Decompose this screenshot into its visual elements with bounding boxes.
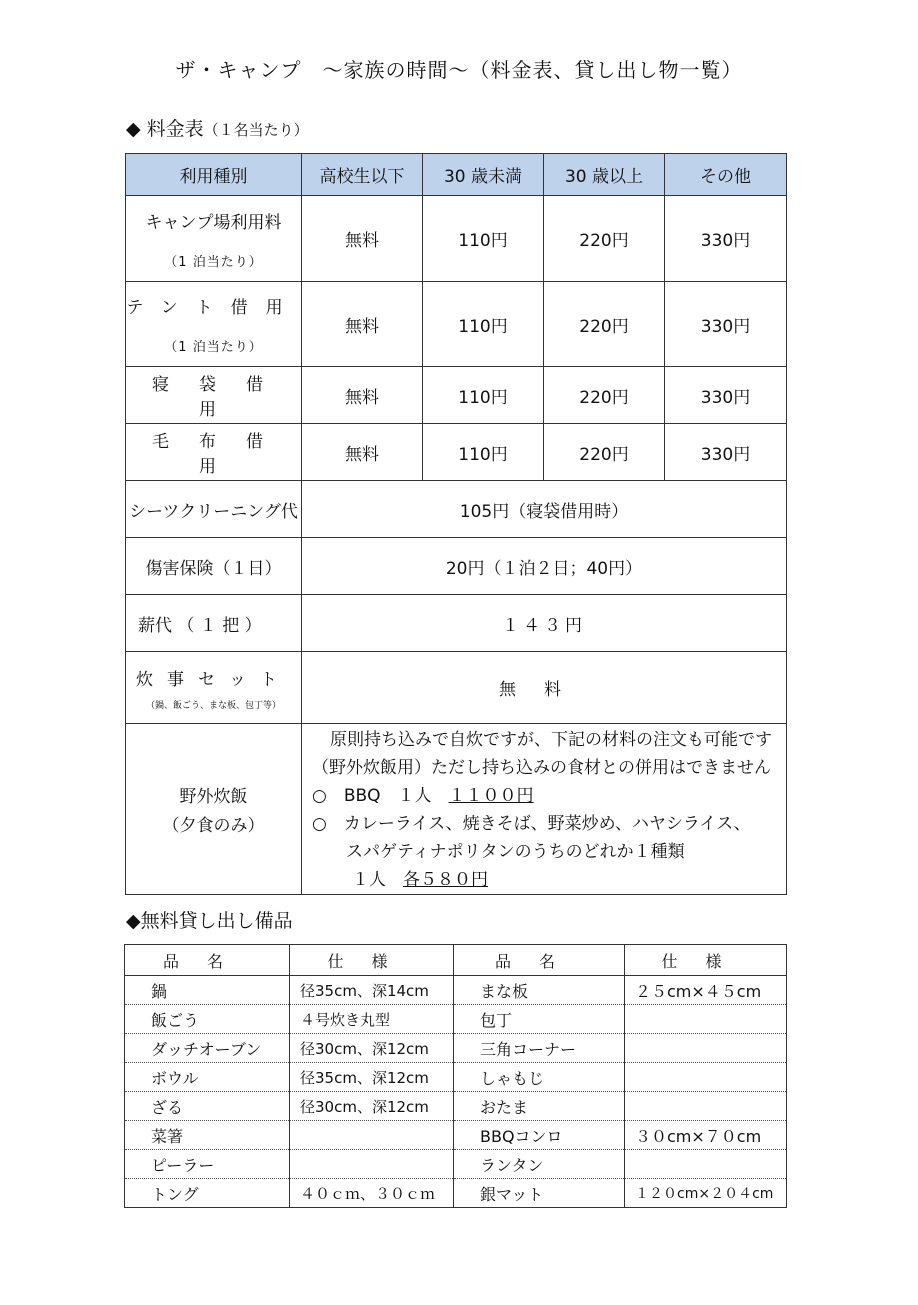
item-name: ランタン [454, 1150, 625, 1179]
fee-cell: 330円 [665, 282, 787, 367]
col-header-highschool: 高校生以下 [302, 154, 423, 196]
row-label-sheet-cleaning: シーツクリーニング代 [126, 481, 302, 538]
item-spec [625, 1034, 787, 1063]
row-label-cooking-set [126, 652, 302, 724]
item-name: 鍋 [125, 976, 290, 1005]
item-spec: ３０cm×７０cm [625, 1121, 787, 1150]
item-name: ピーラー [125, 1150, 290, 1179]
row-label-outdoor-meal [126, 724, 302, 895]
meal-line-5: スパゲティナポリタンのうちのどれか１種類 [346, 842, 685, 862]
fee-cell: 220円 [544, 196, 665, 282]
equipment-section-heading: ◆無料貸し出し備品 [126, 910, 293, 932]
row-label-outdoor-meal-sub: （夕食のみ） [162, 816, 265, 836]
fee-cell: 220円 [544, 424, 665, 481]
fee-row-firewood [126, 595, 787, 652]
item-spec: 径30cm、深12cm [290, 1092, 454, 1121]
item-name: 飯ごう [125, 1005, 290, 1034]
col-header-spec: 仕様 [290, 945, 454, 976]
item-name: ボウル [125, 1063, 290, 1092]
fee-heading-text: ◆ 料金表 [126, 118, 204, 140]
firewood-value: １４３円 [302, 595, 787, 652]
col-header-type: 利用種別 [126, 154, 302, 196]
table-row [125, 976, 787, 1005]
cooking-set-value: 無料 [302, 652, 787, 724]
meal-set-label: １人 [352, 870, 403, 890]
meal-bbq-price: １１００円 [448, 786, 534, 806]
fee-cell: 無料 [302, 367, 423, 424]
col-header-spec-2: 仕様 [625, 945, 787, 976]
item-spec: ４０ｃｍ、３０ｃｍ [290, 1179, 454, 1208]
table-row [125, 1034, 787, 1063]
fee-row-outdoor-meal [126, 724, 787, 895]
fee-table [125, 153, 787, 895]
item-spec: 径30cm、深12cm [290, 1034, 454, 1063]
col-header-under30: 30 歳未満 [423, 154, 544, 196]
fee-row-blanket [126, 424, 787, 481]
fee-cell: 330円 [665, 367, 787, 424]
item-name: おたま [454, 1092, 625, 1121]
meal-line-4: ○ カレーライス、焼きそば、野菜炒め、ハヤシライス、 [312, 814, 751, 834]
item-spec: ４号炊き丸型 [290, 1005, 454, 1034]
col-header-item-name: 品名 [125, 945, 290, 976]
fee-row-sleeping-bag [126, 367, 787, 424]
fee-cell: 無料 [302, 282, 423, 367]
insurance-value: 20円（１泊２日；40円） [302, 538, 787, 595]
meal-bbq-label: ○ BBQ １人 [312, 786, 449, 806]
table-row [125, 1092, 787, 1121]
fee-row-tent [126, 282, 787, 367]
fee-cell: 220円 [544, 367, 665, 424]
fee-cell: 330円 [665, 424, 787, 481]
fee-row-cooking-set [126, 652, 787, 724]
item-name: まな板 [454, 976, 625, 1005]
item-name: トング [125, 1179, 290, 1208]
fee-cell: 110円 [423, 367, 544, 424]
fee-cell: 無料 [302, 424, 423, 481]
col-header-item-name-2: 品名 [454, 945, 625, 976]
item-name: 包丁 [454, 1005, 625, 1034]
fee-cell: 220円 [544, 282, 665, 367]
row-label-campsite [126, 196, 302, 282]
row-label-tent [126, 282, 302, 367]
item-spec: １２０cm×２０４cm [625, 1179, 787, 1208]
item-name: 三角コーナー [454, 1034, 625, 1063]
item-spec: 径35cm、深12cm [290, 1063, 454, 1092]
item-spec [290, 1121, 454, 1150]
equipment-table [124, 944, 787, 1208]
item-spec: 径35cm、深14cm [290, 976, 454, 1005]
row-label-cooking-set-main: 炊事セット [136, 669, 291, 690]
fee-cell: 110円 [423, 196, 544, 282]
fee-cell: 330円 [665, 196, 787, 282]
item-spec [625, 1063, 787, 1092]
meal-line-3 [312, 782, 780, 810]
item-spec [290, 1150, 454, 1179]
meal-set-price: 各５８０円 [403, 870, 488, 890]
table-row [125, 1005, 787, 1034]
fee-cell: 110円 [423, 282, 544, 367]
row-label-campsite-sub: （1 泊当たり） [164, 254, 263, 270]
row-label-blanket: 毛布借用 [126, 424, 302, 481]
item-name: 銀マット [454, 1179, 625, 1208]
meal-line-1: 原則持ち込みで自炊ですが、下記の材料の注文も可能です [330, 730, 772, 750]
item-name: 菜箸 [125, 1121, 290, 1150]
meal-line-2: （野外炊飯用）ただし持ち込みの食材との併用はできません [312, 758, 771, 778]
sheet-cleaning-value: 105円（寝袋借用時） [302, 481, 787, 538]
item-spec [625, 1150, 787, 1179]
fee-heading-sub: （１名当たり） [203, 121, 309, 139]
table-row [125, 1179, 787, 1208]
row-label-insurance: 傷害保険（１日） [126, 538, 302, 595]
row-label-tent-main: テント借用 [126, 298, 301, 318]
table-row [125, 1063, 787, 1092]
fee-row-insurance [126, 538, 787, 595]
col-header-over30: 30 歳以上 [544, 154, 665, 196]
row-label-campsite-main: キャンプ場利用料 [145, 212, 282, 233]
meal-line-6 [312, 866, 780, 894]
table-row [125, 1121, 787, 1150]
row-label-firewood: 薪代 （ １ 把 ） [126, 595, 302, 652]
fee-cell: 無料 [302, 196, 423, 282]
fee-section-heading [126, 114, 309, 141]
table-row [125, 1150, 787, 1179]
item-spec: ２５cm×４５cm [625, 976, 787, 1005]
equipment-header-row [125, 945, 787, 976]
outdoor-meal-details [302, 724, 787, 895]
page-title: ザ・キャンプ ～家族の時間～（料金表、貸し出し物一覧） [175, 58, 743, 82]
item-name: BBQコンロ [454, 1121, 625, 1150]
fee-row-sheet-cleaning [126, 481, 787, 538]
item-spec [625, 1092, 787, 1121]
fee-cell: 110円 [423, 424, 544, 481]
row-label-cooking-set-sub: （鍋、飯ごう、まな板、包丁等） [145, 700, 281, 711]
item-name: ダッチオーブン [125, 1034, 290, 1063]
row-label-tent-sub: （1 泊当たり） [164, 340, 263, 355]
item-name: しゃもじ [454, 1063, 625, 1092]
fee-row-campsite [126, 196, 787, 282]
col-header-other: その他 [665, 154, 787, 196]
row-label-outdoor-meal-main: 野外炊飯 [179, 787, 248, 807]
row-label-sleeping-bag: 寝袋借用 [126, 367, 302, 424]
item-name: ざる [125, 1092, 290, 1121]
item-spec [625, 1005, 787, 1034]
fee-header-row [126, 154, 787, 196]
